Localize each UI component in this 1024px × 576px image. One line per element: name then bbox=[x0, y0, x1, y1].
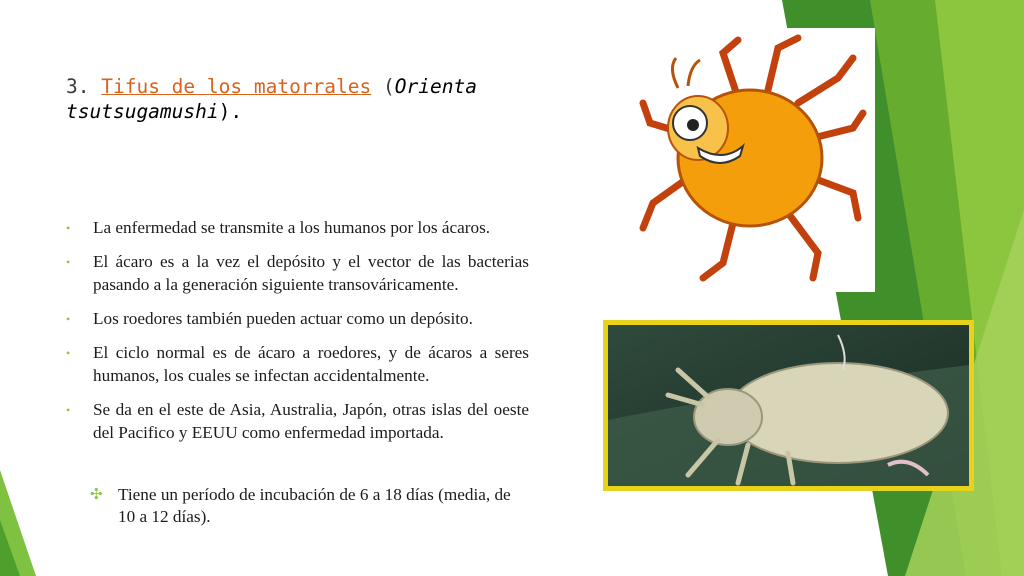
mite-leg bbox=[703, 223, 733, 278]
sub-bullet-text: Tiene un período de incubación de 6 a 18 días (media, de 10 a 12 días). bbox=[118, 485, 511, 526]
bullet-item bbox=[66, 250, 529, 296]
bullet-dot-icon: • bbox=[66, 346, 71, 360]
slide-title bbox=[66, 74, 586, 124]
title-open-paren: ( bbox=[383, 75, 395, 98]
title-close: ). bbox=[218, 100, 243, 123]
title-species: Orienta tsutsugamushi bbox=[66, 75, 477, 123]
bullet-text: Los roedores también pueden actuar como un depósito. bbox=[93, 309, 473, 328]
bullet-dot-icon: • bbox=[66, 255, 71, 269]
bullet-item bbox=[66, 398, 529, 444]
bullet-dot-icon: • bbox=[66, 221, 71, 235]
bullet-text: Se da en el este de Asia, Australia, Japón, otras islas del oeste del Pacifico y EEUU como enfermedad importada. bbox=[93, 400, 529, 442]
bullet-dot-icon: • bbox=[66, 403, 71, 417]
bullet-text: La enfermedad se transmite a los humanos por los ácaros. bbox=[93, 218, 491, 237]
mite-leg bbox=[643, 178, 688, 228]
bullet-dot-icon: • bbox=[66, 312, 71, 326]
bullet-item bbox=[66, 216, 529, 239]
bullet-text: El ácaro es a la vez el depósito y el vector de las bacterias pasando a la generación siguiente transováricamente. bbox=[93, 252, 529, 294]
four-petal-bullet-icon: ✣ bbox=[90, 487, 103, 503]
mite-leg bbox=[813, 113, 863, 138]
micro-mite-head bbox=[694, 389, 762, 445]
mite-leg bbox=[798, 58, 853, 103]
sub-bullet bbox=[92, 484, 532, 528]
mite-leg bbox=[768, 38, 798, 90]
bullet-list bbox=[66, 216, 529, 455]
bullet-text: El ciclo normal es de ácaro a roedores, y de ácaros a seres humanos, los cuales se infectan accidentalmente. bbox=[93, 343, 529, 385]
cartoon-mite-illustration bbox=[628, 28, 875, 292]
mite-leg bbox=[788, 213, 818, 278]
title-link[interactable]: Tifus de los matorrales bbox=[101, 75, 372, 98]
title-number: 3. bbox=[66, 75, 90, 98]
bullet-item bbox=[66, 341, 529, 387]
bullet-item bbox=[66, 307, 529, 330]
mite-leg bbox=[723, 40, 738, 98]
mite-micrograph-photo bbox=[603, 320, 974, 491]
mite-leg bbox=[813, 178, 858, 218]
